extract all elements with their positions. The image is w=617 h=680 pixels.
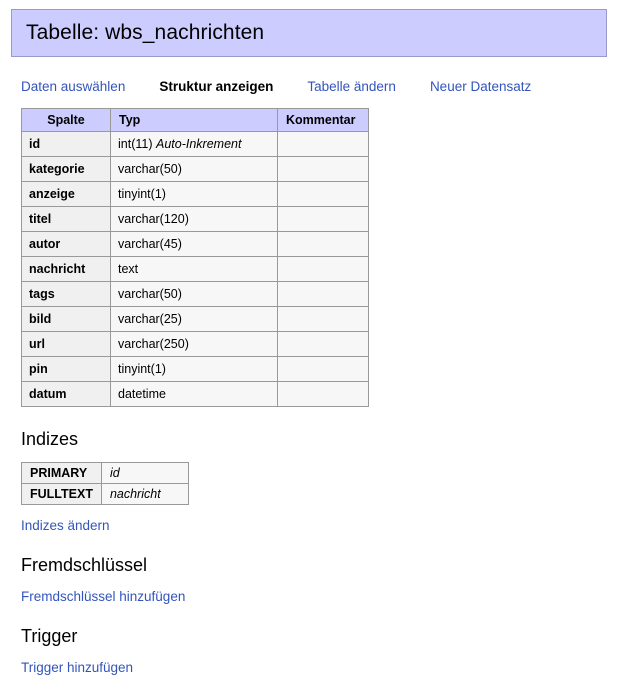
column-name: kategorie — [22, 157, 111, 182]
index-key-type: FULLTEXT — [22, 484, 102, 505]
column-type-base: varchar(45) — [118, 237, 182, 251]
column-type — [111, 182, 278, 207]
column-type — [111, 132, 278, 157]
table-row — [22, 257, 369, 282]
edit-indices-link[interactable]: Indizes ändern — [21, 518, 110, 533]
column-type-base: varchar(50) — [118, 162, 182, 176]
column-comment — [278, 232, 369, 257]
table-row — [22, 132, 369, 157]
column-type — [111, 157, 278, 182]
page-title: Tabelle: wbs_nachrichten — [26, 21, 265, 44]
nav-link-show-structure[interactable]: Struktur anzeigen — [159, 79, 274, 94]
column-comment — [278, 132, 369, 157]
index-key-type: PRIMARY — [22, 463, 102, 484]
column-name: nachricht — [22, 257, 111, 282]
column-comment — [278, 182, 369, 207]
column-comment — [278, 307, 369, 332]
column-name: titel — [22, 207, 111, 232]
foreign-keys-add-row — [21, 589, 617, 604]
column-type — [111, 332, 278, 357]
table-row — [22, 307, 369, 332]
table-row — [22, 357, 369, 382]
table-row — [22, 463, 189, 484]
index-columns: nachricht — [101, 484, 188, 505]
table-row — [22, 282, 369, 307]
column-name: autor — [22, 232, 111, 257]
column-type-base: varchar(120) — [118, 212, 189, 226]
table-nav — [21, 79, 617, 94]
column-comment — [278, 282, 369, 307]
column-type-base: varchar(25) — [118, 312, 182, 326]
indices-edit-row — [21, 518, 617, 533]
column-name: tags — [22, 282, 111, 307]
index-columns: id — [101, 463, 188, 484]
page-root — [0, 9, 617, 680]
triggers-heading: Trigger — [21, 626, 78, 646]
column-name: datum — [22, 382, 111, 407]
column-comment — [278, 382, 369, 407]
indices-heading: Indizes — [21, 429, 79, 449]
nav-link-select-data[interactable]: Daten auswählen — [21, 79, 126, 94]
column-comment — [278, 332, 369, 357]
column-name: anzeige — [22, 182, 111, 207]
column-type — [111, 257, 278, 282]
column-type-base: datetime — [118, 387, 166, 401]
column-type-base: varchar(250) — [118, 337, 189, 351]
column-type — [111, 307, 278, 332]
column-comment — [278, 257, 369, 282]
add-foreign-key-link[interactable]: Fremdschlüssel hinzufügen — [21, 589, 186, 604]
column-header-typ: Typ — [111, 109, 278, 132]
nav-link-alter-table[interactable]: Tabelle ändern — [307, 79, 396, 94]
nav-link-new-record[interactable]: Neuer Datensatz — [429, 79, 532, 94]
column-type — [111, 232, 278, 257]
table-row — [22, 182, 369, 207]
column-type — [111, 357, 278, 382]
column-type-base: tinyint(1) — [118, 187, 166, 201]
column-comment — [278, 157, 369, 182]
triggers-add-row — [21, 660, 617, 675]
column-type — [111, 382, 278, 407]
column-type-base: varchar(50) — [118, 287, 182, 301]
table-row — [22, 157, 369, 182]
column-name: bild — [22, 307, 111, 332]
column-name: id — [22, 132, 111, 157]
column-type-base: text — [118, 262, 139, 276]
indices-table — [21, 462, 189, 505]
column-header-spalte: Spalte — [22, 109, 111, 132]
foreign-keys-heading: Fremdschlüssel — [21, 555, 148, 575]
column-type-extra: Auto-Inkrement — [156, 137, 242, 151]
table-row — [22, 484, 189, 505]
table-row — [22, 382, 369, 407]
table-row — [22, 232, 369, 257]
column-type — [111, 282, 278, 307]
column-header-kommentar: Kommentar — [278, 109, 369, 132]
column-name: pin — [22, 357, 111, 382]
table-row — [22, 207, 369, 232]
table-row — [22, 332, 369, 357]
page-header — [11, 9, 607, 57]
add-trigger-link[interactable]: Trigger hinzufügen — [21, 660, 134, 675]
column-type — [111, 207, 278, 232]
column-type-base: int(11) — [118, 137, 153, 151]
column-type-base: tinyint(1) — [118, 362, 166, 376]
column-comment — [278, 357, 369, 382]
structure-table-header-row — [22, 109, 369, 132]
structure-table — [21, 108, 369, 407]
column-name: url — [22, 332, 111, 357]
column-comment — [278, 207, 369, 232]
